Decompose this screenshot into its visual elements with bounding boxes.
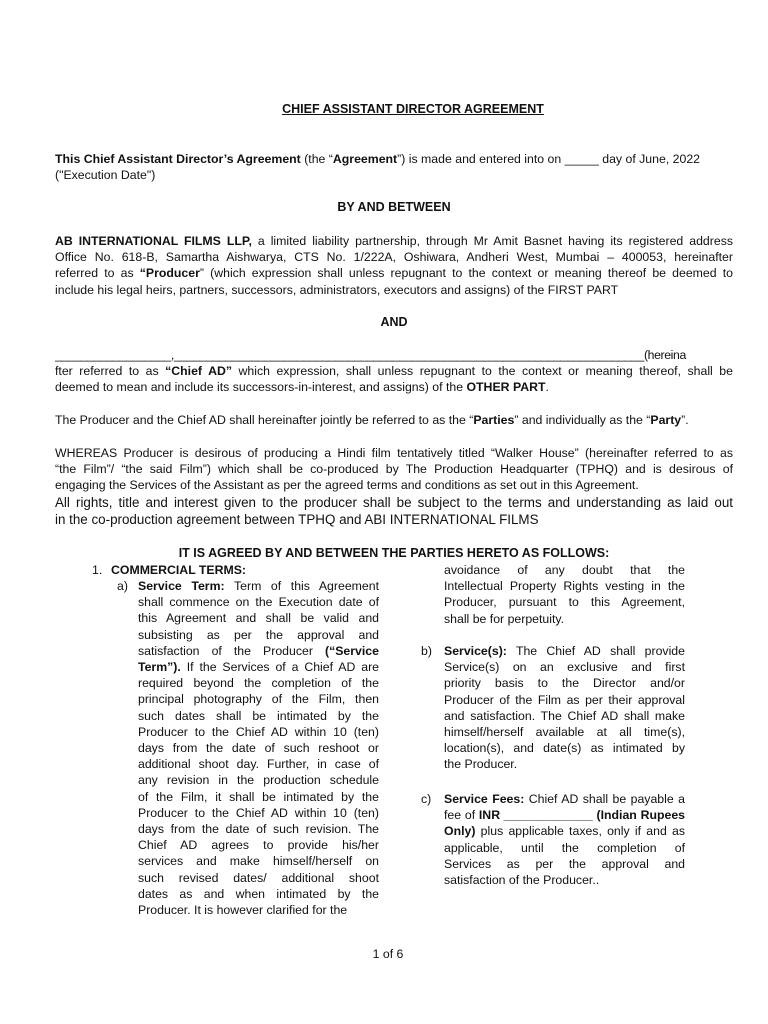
clause-a-line <box>138 610 379 626</box>
intro-text: (the “ <box>300 152 333 166</box>
clause-a-line <box>138 870 379 886</box>
clause-a-text: If the Services of a Chief AD are <box>180 660 379 675</box>
producer-term: “Producer <box>139 266 200 281</box>
clause-a-text: Term of this Agreement <box>224 579 379 593</box>
clause-b-line <box>444 724 685 740</box>
clause-a-text: such dates shall be intimated by the <box>138 708 379 723</box>
clause-b-text: Producer of the Film as per their approval <box>444 692 685 707</box>
party-term: Party <box>650 413 682 427</box>
clause-a-text: this Agreement and shall be valid and <box>138 611 379 626</box>
clause-c-text: Services as per the approval and <box>444 856 685 871</box>
second-party-line-2b: which expression, shall unless repugnant to the context or meaning thereof, shall be <box>231 364 733 379</box>
clause-a-line <box>138 805 379 821</box>
clause-a-line <box>138 902 379 918</box>
clause-b-line <box>444 756 685 772</box>
second-party-line-2a: fter referred to as <box>55 364 166 379</box>
clause-a-line <box>138 643 379 659</box>
parties-text-c: ”. <box>681 413 689 427</box>
clause-b-text: priority basis to the Director and/or <box>444 676 685 691</box>
clause-a-cont-text: Intellectual Property Rights vesting in the <box>444 579 685 594</box>
clause-b-line <box>444 692 685 708</box>
chief-ad-term: “Chief AD” <box>165 364 232 379</box>
clause-b-label: b) <box>421 644 432 658</box>
intro-bold-name: This Chief Assistant Director’s Agreement <box>55 152 301 166</box>
intro-agreement: Agreement <box>332 152 398 166</box>
clause-b-services <box>444 643 685 773</box>
first-party-line-3b: ” (which expression shall unless repugnant to the context or meaning thereof be deemed to <box>199 266 733 281</box>
first-party-line-3a: referred to as <box>55 266 140 281</box>
parties-text-a: The Producer and the Chief AD shall hereinafter jointly be referred to as the “ <box>55 413 474 427</box>
rights-line-2: in the co-production agreement between TPHQ and ABI INTERNATIONAL FILMS <box>55 512 539 527</box>
clause-c-line <box>444 807 685 823</box>
clause-a-text: dates as and when intimated by the <box>138 886 379 901</box>
clause-a-text: days from the date of such reshoot or <box>138 741 379 756</box>
rights-paragraph <box>55 494 733 528</box>
clause-c-line <box>444 840 685 856</box>
clause-b-line <box>444 643 685 659</box>
clause-a-line <box>138 789 379 805</box>
clause-b-line <box>444 708 685 724</box>
clause-a-bold-term: Term”). <box>138 660 181 675</box>
clause-a-label: a) <box>117 579 128 593</box>
clause-a-line <box>138 691 379 707</box>
clause-a-bold-term-2: (“Service <box>324 643 379 658</box>
first-party-line-1: a limited liability partnership, through Mr Amit Basnet having its registered address <box>251 234 733 248</box>
clause-c-text: plus applicable taxes, only if and as <box>475 824 685 839</box>
parties-term: Parties <box>473 413 515 427</box>
clause-a-text: Producer. It is however clarified for the <box>138 903 348 918</box>
clause-c-line <box>444 856 685 872</box>
first-party-paragraph <box>55 233 733 298</box>
clause-a-line <box>138 578 379 594</box>
clause-a-text: satisfaction of the Producer <box>138 643 325 658</box>
clause-b-bold-term: Service(s): <box>444 644 507 658</box>
clause-a-text: of the Film, it shall be intimated by the <box>138 789 379 804</box>
chief-ad-name-blank: __________________,_________________________________________________________________________(hereina <box>55 348 686 362</box>
clause-c-text: satisfaction of the Producer.. <box>444 873 600 888</box>
parties-paragraph <box>55 412 733 428</box>
clause-a-cont-text: avoidance of any doubt that the <box>444 563 685 577</box>
clause-a-line <box>138 594 379 610</box>
clause-a-line <box>138 659 379 675</box>
page-number: 1 of 6 <box>372 947 404 961</box>
clause-b-line <box>444 659 685 675</box>
clause-c-line <box>444 823 685 839</box>
first-party-line-4: include his legal heirs, partners, successors, administrators, executors and assigns) of the FIRST PART <box>55 282 619 297</box>
clause-a-line <box>138 756 379 772</box>
second-party-line-3a: deemed to mean and include its successors-in-interest, and assigns) of the <box>55 380 467 395</box>
whereas-line-2: “the Film”/ “the said Film”) which shall be co-produced by The Production Headquarter (TPHQ) and is desirous of <box>55 462 733 477</box>
clause-a-text: such revised dates/ additional shoot <box>138 870 379 885</box>
clause-b-text: and satisfaction. The Chief AD shall make <box>444 708 685 723</box>
by-and-between-heading: BY AND BETWEEN <box>337 200 451 214</box>
clause-c-text: applicable, until the completion of <box>444 840 685 855</box>
clause-b-text: location(s), and date(s) as intimated by <box>444 741 685 756</box>
clause-a-line <box>138 837 379 853</box>
clause-a-line <box>138 772 379 788</box>
clause-c-label: c) <box>421 792 432 806</box>
clause-a-text: required beyond the completion of the <box>138 676 379 691</box>
clause-c-bold-term: Service Fees: <box>444 792 525 806</box>
clause-a-text: Chief AD agrees to provide his/her <box>138 838 379 853</box>
clause-a-service-term <box>138 578 379 918</box>
parties-text-b: ” and individually as the “ <box>514 413 651 427</box>
clause-a-line <box>138 853 379 869</box>
clause-c-line <box>444 872 685 888</box>
whereas-line-3: engaging the Services of the Assistant as per the agreed terms and conditions as set out in this Agreement. <box>55 478 639 493</box>
clause-a-text: services and make himself/herself on <box>138 854 379 869</box>
clause-b-text: The Chief AD shall provide <box>506 644 685 658</box>
second-party-paragraph <box>55 347 733 396</box>
clause-a-line <box>138 821 379 837</box>
clause-a-line <box>138 740 379 756</box>
whereas-paragraph <box>55 445 733 494</box>
other-part-term: OTHER PART <box>466 380 546 395</box>
clause-b-text: Service(s) on an exclusive and first <box>444 660 685 675</box>
clause-c-bold-term-2: INR _____________ (Indian Rupees <box>478 808 685 823</box>
clause-c-service-fees <box>444 791 685 888</box>
clause-b-text: the Producer. <box>444 757 518 772</box>
clause-a-text: subsisting as per the approval and <box>138 627 379 642</box>
commercial-terms-number: 1. <box>92 563 103 577</box>
clause-a-line <box>138 886 379 902</box>
intro-text-2: ”) is made and entered into on _____ day of June, 2022 <box>397 152 701 166</box>
clause-b-text: himself/herself available at all time(s), <box>444 725 685 740</box>
clause-a-cont-line <box>444 578 685 594</box>
execution-date-label: ("Execution Date") <box>55 168 156 183</box>
intro-paragraph <box>55 151 720 183</box>
commercial-terms-heading: COMMERCIAL TERMS: <box>111 563 247 577</box>
clause-c-bold-term: Only) <box>444 824 476 839</box>
second-party-line-3b: . <box>545 380 549 395</box>
clause-b-line <box>444 675 685 691</box>
agreed-heading: IT IS AGREED BY AND BETWEEN THE PARTIES HERETO AS FOLLOWS: <box>178 546 610 560</box>
clause-b-line <box>444 740 685 756</box>
clause-a-line <box>138 675 379 691</box>
clause-c-line <box>444 791 685 807</box>
clause-a-line <box>138 724 379 740</box>
clause-a-cont-line <box>444 562 685 578</box>
clause-a-bold-term: Service Term: <box>138 579 225 593</box>
clause-a-continuation <box>444 562 685 627</box>
clause-a-cont-text: Producer, pursuant to this Agreement, <box>444 595 685 610</box>
clause-a-text: Producer to the Chief AD within 10 (ten) <box>138 805 379 820</box>
clause-a-cont-text: shall be for perpetuity. <box>444 611 565 626</box>
clause-a-text: days from the date of such revision. The <box>138 822 379 837</box>
and-heading: AND <box>380 315 408 329</box>
clause-a-text: any revision in the production schedule <box>138 773 379 788</box>
clause-a-cont-line <box>444 594 685 610</box>
clause-a-text: shall commence on the Execution date of <box>138 595 379 610</box>
clause-a-text: principal photography of the Film, then <box>138 692 379 707</box>
clause-a-line <box>138 627 379 643</box>
whereas-line-1: WHEREAS Producer is desirous of producing a Hindi film tentatively titled “Walker House” (hereinafter referred to as <box>55 446 733 460</box>
clause-a-cont-line <box>444 611 685 627</box>
clause-c-text: Chief AD shall be payable a <box>524 792 685 806</box>
document-title: CHIEF ASSISTANT DIRECTOR AGREEMENT <box>282 102 544 116</box>
clause-c-text: fee of <box>444 808 479 823</box>
clause-a-text: Producer to the Chief AD within 10 (ten) <box>138 724 379 739</box>
producer-company-name: AB INTERNATIONAL FILMS LLP, <box>55 234 252 248</box>
first-party-line-2: Office No. 618-B, Samartha Aishwarya, CTS No. 1/222A, Oshiwara, Andheri West, Mumbai – 400053, hereinafter <box>55 250 733 265</box>
clause-a-text: additional shoot day. Further, in case of <box>138 757 379 772</box>
clause-a-line <box>138 708 379 724</box>
rights-line-1: All rights, title and interest given to the producer shall be subject to the terms and understanding as laid out <box>55 495 733 510</box>
